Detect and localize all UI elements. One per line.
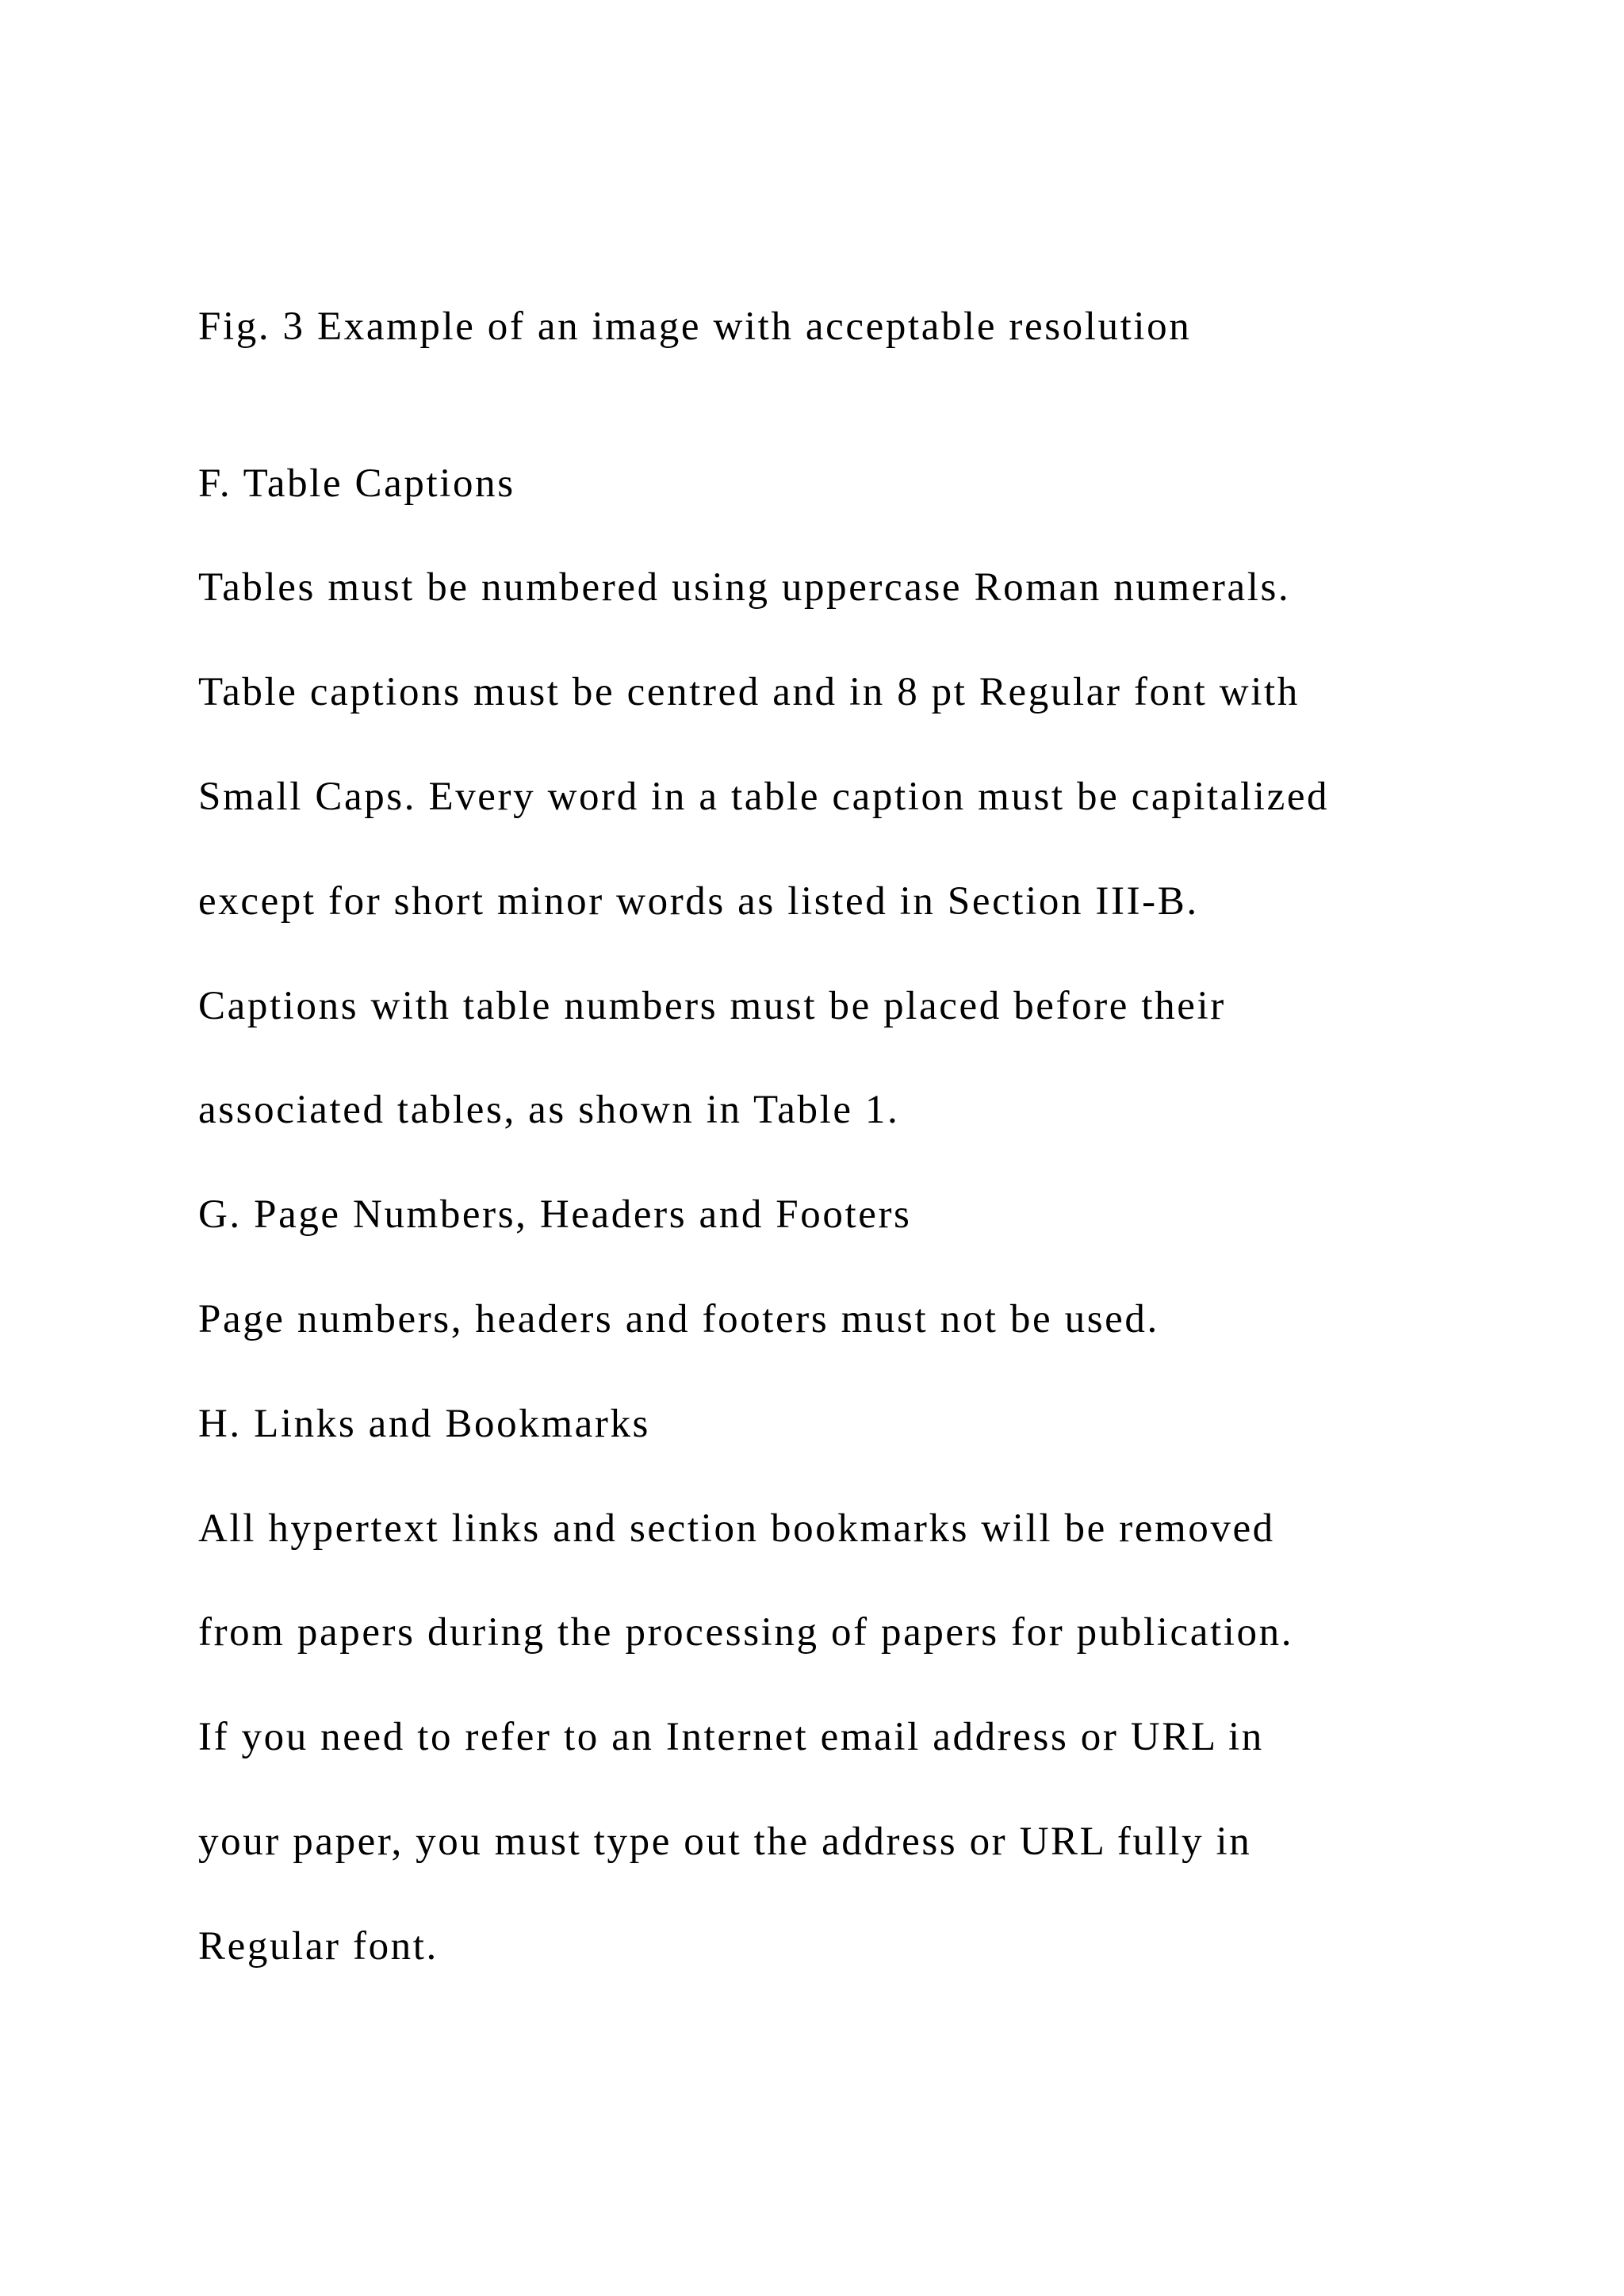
paragraph-line: associated tables, as shown in Table 1.: [198, 1088, 900, 1132]
paragraph-line: your paper, you must type out the address or URL fully in: [198, 1820, 1252, 1864]
paragraph-line: Regular font.: [198, 1924, 439, 1969]
paragraph-line: Page numbers, headers and footers must not be used.: [198, 1297, 1159, 1341]
paragraph-line: Tables must be numbered using uppercase Roman numerals.: [198, 565, 1291, 610]
section-heading-table-captions: F. Table Captions: [198, 461, 515, 506]
paragraph-line: All hypertext links and section bookmarks will be removed: [198, 1506, 1275, 1551]
paragraph-line: Captions with table numbers must be placed before their: [198, 984, 1226, 1028]
paragraph-line: Table captions must be centred and in 8 pt Regular font with: [198, 670, 1300, 714]
figure-caption: Fig. 3 Example of an image with acceptable resolution: [198, 304, 1192, 349]
section-heading-page-numbers: G. Page Numbers, Headers and Footers: [198, 1192, 912, 1237]
paragraph-line: Small Caps. Every word in a table caption must be capitalized: [198, 775, 1330, 819]
section-heading-links-bookmarks: H. Links and Bookmarks: [198, 1402, 650, 1446]
paragraph-line: except for short minor words as listed in Section III-B.: [198, 879, 1199, 924]
paragraph-line: from papers during the processing of papers for publication.: [198, 1610, 1294, 1655]
paragraph-line: If you need to refer to an Internet email address or URL in: [198, 1715, 1264, 1759]
